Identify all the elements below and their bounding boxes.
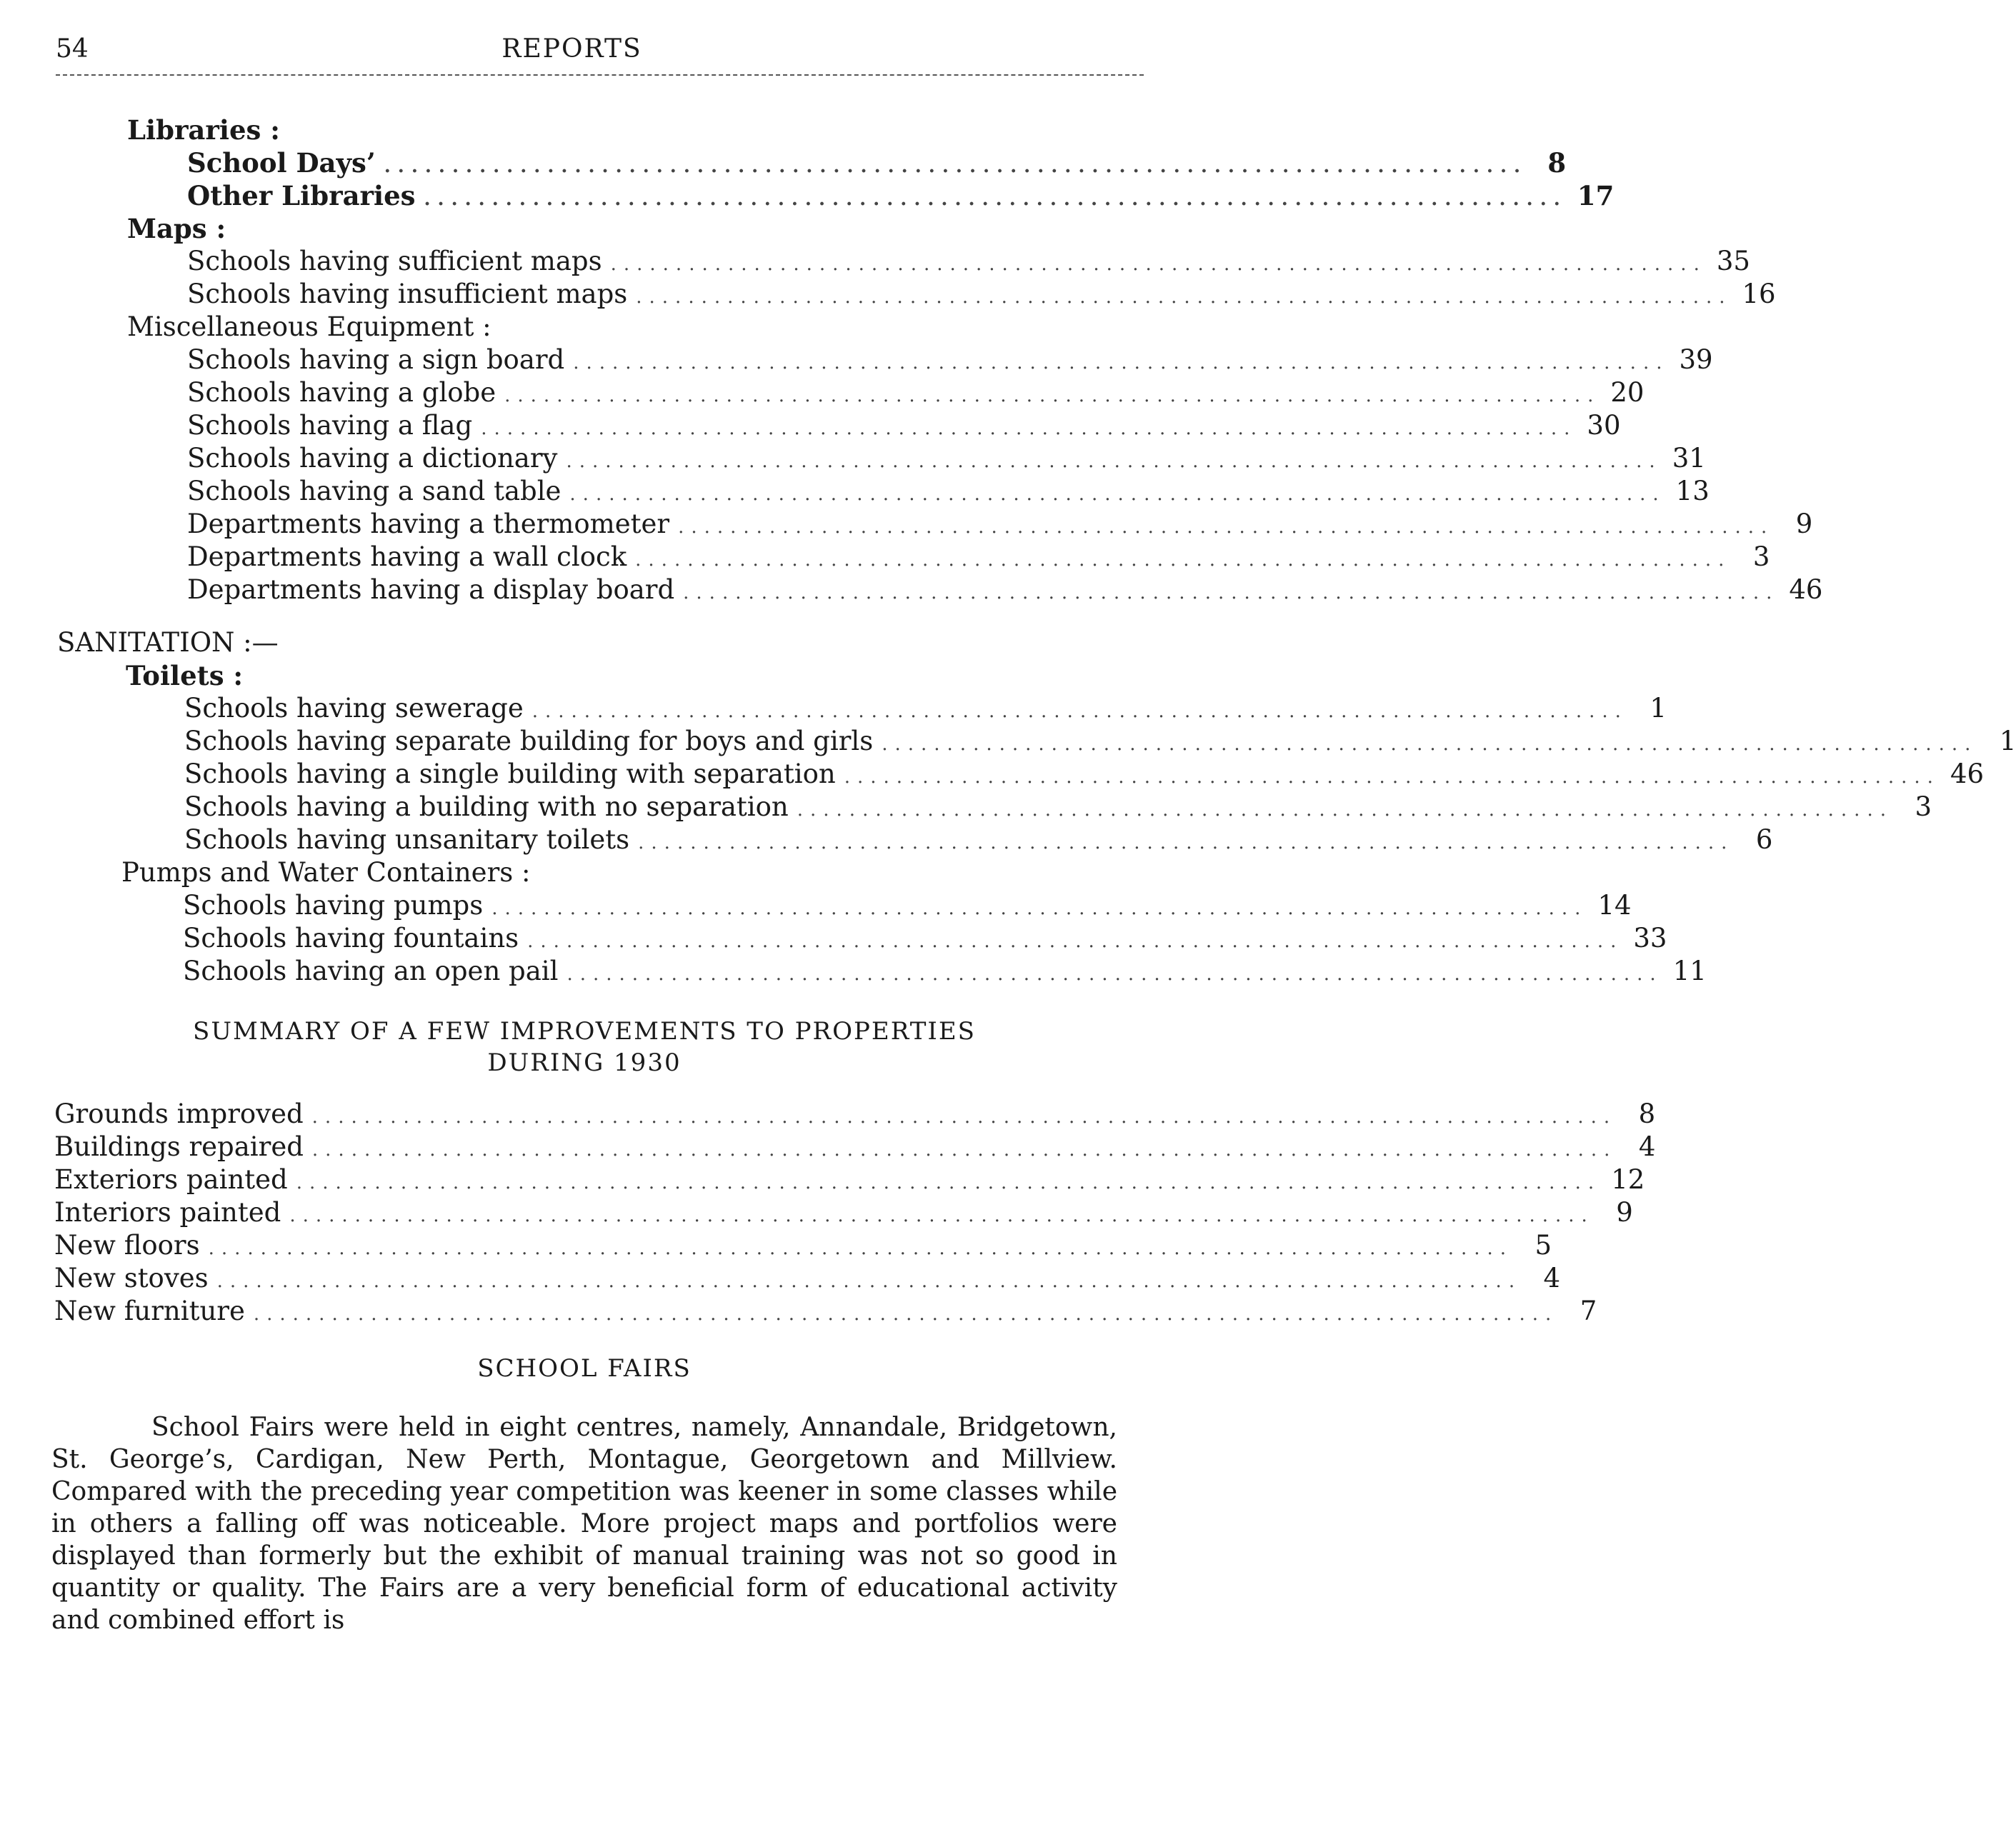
- misc-equipment-heading: Miscellaneous Equipment :: [127, 311, 491, 342]
- list-item-value: 16: [1742, 279, 1776, 309]
- list-item-value: 13: [1675, 476, 1710, 506]
- list-item-value: 4: [1543, 1263, 1561, 1293]
- list-item-value: 1: [1650, 693, 1667, 724]
- libraries-heading: Libraries :: [127, 114, 280, 146]
- list-item-value: 12: [1611, 1164, 1645, 1195]
- list-item: [184, 824, 1773, 857]
- dot-leader: ....................................................................................................: [289, 1205, 1595, 1226]
- list-item-value: 3: [1915, 791, 1932, 822]
- list-item: [187, 574, 1823, 607]
- dot-leader: ....................................................................................: [424, 189, 1567, 210]
- list-item-label: Schools having a sand table: [187, 476, 562, 506]
- dot-leader: ....................................................................................: [635, 549, 1732, 571]
- list-item-label: Schools having a globe: [187, 377, 496, 408]
- list-item: [187, 443, 1706, 476]
- list-item: [184, 726, 2016, 759]
- list-item: [54, 1263, 1561, 1296]
- dot-leader: ....................................................................................: [573, 352, 1670, 374]
- maps-heading: Maps :: [127, 213, 226, 244]
- list-item: [184, 791, 1932, 824]
- list-item-value: 17: [1577, 180, 1615, 211]
- list-item-value: 14: [1597, 890, 1632, 921]
- list-item: [187, 279, 1776, 311]
- list-item-value: 11: [1672, 956, 1707, 986]
- list-item: [54, 1197, 1633, 1230]
- list-item-label: Departments having a display board: [187, 574, 675, 605]
- dot-leader: ....................................................................................: [569, 484, 1666, 505]
- dot-leader: ....................................................................................: [567, 963, 1663, 985]
- dot-leader: ....................................................................................: [527, 931, 1624, 952]
- dot-leader: ....................................................................................................: [311, 1106, 1617, 1128]
- dot-leader: ....................................................................................: [610, 254, 1707, 275]
- list-item-label: Buildings repaired: [54, 1131, 304, 1162]
- dot-leader: ....................................................................................: [678, 516, 1775, 538]
- dot-leader: ....................................................................................: [504, 385, 1601, 406]
- list-item-label: Schools having a single building with separation: [184, 759, 836, 789]
- list-item-label: Schools having unsanitary toilets: [184, 824, 630, 855]
- list-item-label: Schools having sewerage: [184, 693, 524, 724]
- list-item: [187, 509, 1813, 541]
- list-item-label: Schools having a sign board: [187, 344, 565, 375]
- list-item-value: 20: [1610, 377, 1645, 408]
- school-fairs-title: SCHOOL FAIRS: [477, 1354, 692, 1383]
- dot-leader: ....................................................................................: [797, 799, 1893, 821]
- list-item: [187, 147, 1567, 180]
- list-item-label: Schools having insufficient maps: [187, 279, 628, 309]
- dot-leader: ....................................................................................: [481, 418, 1577, 439]
- list-item-value: 33: [1633, 923, 1667, 953]
- list-item: [183, 890, 1632, 923]
- list-item-value: 39: [1679, 344, 1713, 375]
- dot-leader: ....................................................................................: [638, 832, 1735, 854]
- dot-leader: ....................................................................................................: [296, 1172, 1602, 1193]
- dot-leader: ....................................................................................: [844, 766, 1940, 788]
- dot-leader: ....................................................................................: [636, 286, 1732, 308]
- list-item: [54, 1098, 1656, 1131]
- list-item-label: New floors: [54, 1230, 200, 1261]
- list-item: [187, 410, 1621, 443]
- list-item: [183, 956, 1707, 988]
- dot-leader: ....................................................................................................: [253, 1303, 1559, 1325]
- list-item-label: Schools having sufficient maps: [187, 246, 602, 276]
- header-rule: [56, 74, 1144, 76]
- dot-leader: ....................................................................................: [491, 898, 1588, 919]
- page-number: 54: [56, 34, 89, 64]
- sanitation-heading: SANITATION :—: [57, 627, 279, 658]
- toilets-heading: Toilets :: [126, 660, 244, 691]
- list-item-value: 3: [1752, 541, 1770, 572]
- list-item-value: 1: [1999, 726, 2016, 756]
- dot-leader: ....................................................................................................: [216, 1271, 1522, 1292]
- list-item: [54, 1296, 1597, 1328]
- list-item-value: 9: [1616, 1197, 1633, 1228]
- list-item: [187, 541, 1770, 574]
- list-item-label: Schools having a dictionary: [187, 443, 558, 474]
- list-item-label: Schools having a building with no separation: [184, 791, 789, 822]
- list-item: [54, 1164, 1645, 1197]
- list-item-value: 6: [1755, 824, 1773, 855]
- list-item: [187, 246, 1750, 279]
- list-item-label: Grounds improved: [54, 1098, 304, 1129]
- running-header: [56, 34, 1144, 69]
- dot-leader: ....................................................................................................: [311, 1139, 1617, 1161]
- list-item-value: 5: [1535, 1230, 1552, 1261]
- list-item-label: New stoves: [54, 1263, 209, 1293]
- dot-leader: ....................................................................................................: [208, 1238, 1514, 1259]
- summary-title-line2: DURING 1930: [487, 1048, 682, 1077]
- list-item: [184, 759, 1985, 791]
- list-item-label: School Days’: [187, 147, 376, 179]
- list-item: [183, 923, 1667, 956]
- list-item-label: Schools having an open pail: [183, 956, 559, 986]
- dot-leader: ....................................................................................: [683, 582, 1780, 604]
- list-item-value: 35: [1716, 246, 1750, 276]
- list-item: [184, 693, 1667, 726]
- list-item-value: 9: [1795, 509, 1813, 539]
- dot-leader: ....................................................................................: [384, 156, 1528, 177]
- list-item-label: Schools having fountains: [183, 923, 519, 953]
- dot-leader: ....................................................................................: [566, 451, 1662, 472]
- list-item-value: 46: [1789, 574, 1823, 605]
- list-item-label: Schools having pumps: [183, 890, 484, 921]
- list-item-value: 31: [1672, 443, 1706, 474]
- list-item-value: 46: [1950, 759, 1985, 789]
- list-item-label: Schools having a flag: [187, 410, 473, 441]
- list-item-value: 4: [1638, 1131, 1656, 1162]
- list-item-label: Exteriors painted: [54, 1164, 288, 1195]
- list-item: [187, 377, 1645, 410]
- list-item-label: New furniture: [54, 1296, 245, 1326]
- running-title: REPORTS: [501, 34, 642, 64]
- dot-leader: ....................................................................................: [882, 734, 1978, 755]
- list-item-value: 30: [1587, 410, 1621, 441]
- list-item-label: Schools having separate building for boys and girls: [184, 726, 874, 756]
- pumps-heading: Pumps and Water Containers :: [121, 857, 531, 888]
- summary-title-line1: SUMMARY OF A FEW IMPROVEMENTS TO PROPERTIES: [193, 1017, 976, 1046]
- list-item: [54, 1131, 1656, 1164]
- list-item-value: 8: [1547, 147, 1567, 179]
- list-item-label: Interiors painted: [54, 1197, 281, 1228]
- list-item-label: Departments having a thermometer: [187, 509, 670, 539]
- dot-leader: ....................................................................................: [532, 701, 1628, 722]
- list-item: [187, 180, 1615, 213]
- list-item-value: 8: [1638, 1098, 1656, 1129]
- list-item-label: Departments having a wall clock: [187, 541, 627, 572]
- list-item: [187, 344, 1713, 377]
- list-item-value: 7: [1580, 1296, 1597, 1326]
- list-item: [187, 476, 1710, 509]
- school-fairs-paragraph: School Fairs were held in eight centres, namely, Annandale, Bridgetown, St. George’s, Cardigan, New Perth, Montague, Georgetown and Millview. Compared with the preceding year competition was keener in some classes while in others a falling off was noticeable. More project maps and portfolios were displayed than formerly but the exhibit of manual training was not so good in quantity or quality. The Fairs are a very beneficial form of educational activity and combined effort is: [51, 1413, 1117, 1635]
- list-item: [54, 1230, 1552, 1263]
- list-item-label: Other Libraries: [187, 180, 416, 211]
